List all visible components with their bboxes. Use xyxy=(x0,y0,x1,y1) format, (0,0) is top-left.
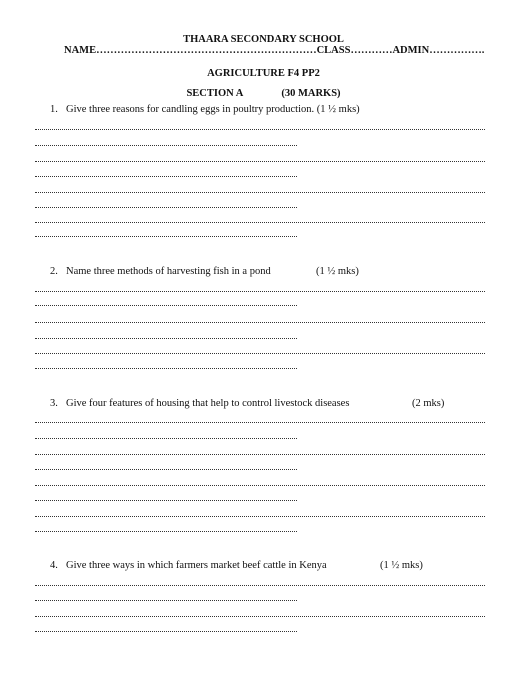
answer-line[interactable] xyxy=(35,368,297,370)
school-name: THAARA SECONDARY SCHOOL xyxy=(183,34,344,45)
answer-line[interactable] xyxy=(35,353,485,355)
question-text: Name three methods of harvesting fish in a pond xyxy=(66,266,271,277)
question-text: Give four features of housing that help to control livestock diseases xyxy=(66,398,350,409)
question-text: Give three reasons for candling eggs in poultry production. xyxy=(66,104,315,115)
question-number: 1. xyxy=(50,104,58,115)
name-blank[interactable]: ……………………………………………………… xyxy=(96,45,317,56)
question-marks: (1 ½ mks) xyxy=(316,104,360,115)
question-4 xyxy=(50,560,423,571)
answer-line[interactable] xyxy=(35,531,297,533)
answer-line[interactable] xyxy=(35,322,485,324)
subject-title: AGRICULTURE F4 PP2 xyxy=(207,68,320,79)
answer-line[interactable] xyxy=(35,585,485,587)
answer-line[interactable] xyxy=(35,485,485,487)
question-marks: (2 mks) xyxy=(412,398,445,409)
admin-label: ADMIN xyxy=(392,45,430,56)
question-marks: (1 ½ mks) xyxy=(380,560,423,571)
class-blank[interactable]: ………… xyxy=(350,45,393,56)
answer-line[interactable] xyxy=(35,516,485,518)
answer-line[interactable] xyxy=(35,129,485,131)
question-marks: (1 ½ mks) xyxy=(316,266,359,277)
answer-line[interactable] xyxy=(35,161,485,163)
answer-line[interactable] xyxy=(35,338,297,340)
answer-line[interactable] xyxy=(35,176,297,178)
name-label: NAME xyxy=(64,45,97,56)
question-text: Give three ways in which farmers market beef cattle in Kenya xyxy=(66,560,327,571)
section-title: SECTION A xyxy=(186,88,244,99)
answer-line[interactable] xyxy=(35,291,485,293)
question-number: 4. xyxy=(50,560,58,571)
student-details-row xyxy=(64,45,484,56)
admin-blank[interactable]: ……………. xyxy=(429,45,484,56)
answer-line[interactable] xyxy=(35,207,297,209)
answer-line[interactable] xyxy=(35,236,297,238)
answer-line[interactable] xyxy=(35,616,485,618)
answer-line[interactable] xyxy=(35,500,297,502)
answer-line[interactable] xyxy=(35,454,485,456)
section-heading xyxy=(0,88,527,99)
answer-line[interactable] xyxy=(35,222,485,224)
answer-line[interactable] xyxy=(35,145,297,147)
question-number: 3. xyxy=(50,398,58,409)
question-3 xyxy=(50,398,445,409)
question-2 xyxy=(50,266,359,277)
class-label: CLASS xyxy=(316,45,351,56)
answer-line[interactable] xyxy=(35,438,297,440)
answer-line[interactable] xyxy=(35,600,297,602)
answer-line[interactable] xyxy=(35,469,297,471)
section-marks: (30 MARKS) xyxy=(281,88,341,99)
answer-line[interactable] xyxy=(35,422,485,424)
answer-line[interactable] xyxy=(35,192,485,194)
answer-line[interactable] xyxy=(35,631,297,633)
answer-line[interactable] xyxy=(35,305,297,307)
question-number: 2. xyxy=(50,266,58,277)
question-1 xyxy=(50,104,360,115)
